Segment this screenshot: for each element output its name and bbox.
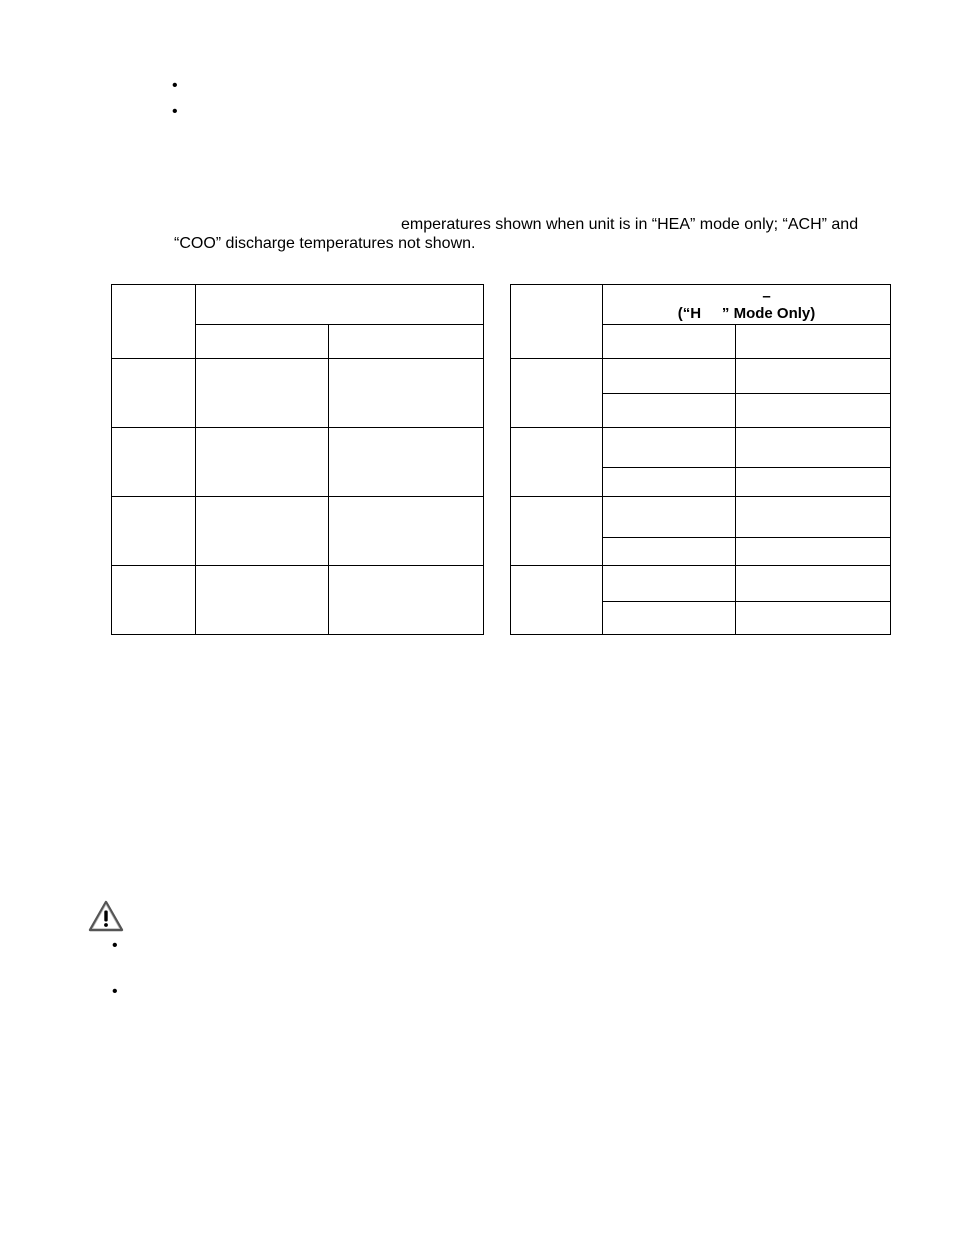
left-table-cell: [329, 566, 484, 635]
right-discharge-table: [510, 284, 891, 635]
right-table-cell: [736, 602, 891, 635]
right-table-cell: [603, 359, 736, 394]
right-table-subheader-cell: [736, 325, 891, 359]
note-line-1: emperatures shown when unit is in “HEA” mode only; “ACH” and: [401, 216, 859, 233]
right-table-cell: [603, 538, 736, 566]
left-table-cell: [329, 428, 484, 497]
left-temperature-table: [111, 284, 484, 635]
right-table-corner-cell: [511, 285, 603, 359]
left-table-cell: [112, 359, 196, 428]
left-table-cell: [112, 497, 196, 566]
right-table-cell: [603, 497, 736, 538]
right-table-header-mode: (“H ” Mode Only): [677, 304, 816, 322]
right-table-cell: [603, 394, 736, 428]
left-table-header-cell: [196, 285, 484, 325]
right-table-group-cell: [511, 359, 603, 428]
right-table-cell: [603, 428, 736, 468]
left-table-cell: [196, 497, 329, 566]
right-table-cell: [603, 566, 736, 602]
right-table-cell: [736, 538, 891, 566]
left-table-cell: [329, 359, 484, 428]
right-table-cell: [736, 468, 891, 497]
left-table-corner-cell: [112, 285, 196, 359]
left-table-cell: [112, 566, 196, 635]
right-table-group-cell: [511, 566, 603, 635]
right-table-header-cell: [603, 285, 891, 325]
left-table-subheader-cell: [196, 325, 329, 359]
note-line-2: “COO” discharge temperatures not shown.: [174, 235, 476, 252]
right-table-group-cell: [511, 428, 603, 497]
warning-bullet-1: •: [112, 937, 118, 954]
right-table-subheader-cell: [603, 325, 736, 359]
left-table-cell: [112, 428, 196, 497]
left-table-subheader-cell: [329, 325, 484, 359]
right-table-cell: [736, 497, 891, 538]
left-table-cell: [196, 359, 329, 428]
warning-triangle-icon: [88, 900, 124, 932]
right-table-cell: [603, 602, 736, 635]
right-table-cell: [736, 394, 891, 428]
left-table-cell: [196, 428, 329, 497]
right-table-group-cell: [511, 497, 603, 566]
right-table-cell: [736, 359, 891, 394]
left-table-cell: [329, 497, 484, 566]
right-table-header-dash: –: [762, 287, 771, 305]
warning-bullet-2: •: [112, 983, 118, 1000]
top-bullet-1: •: [172, 77, 178, 94]
left-table-cell: [196, 566, 329, 635]
right-table-cell: [603, 468, 736, 497]
right-table-cell: [736, 566, 891, 602]
top-bullet-2: •: [172, 103, 178, 120]
right-table-cell: [736, 428, 891, 468]
